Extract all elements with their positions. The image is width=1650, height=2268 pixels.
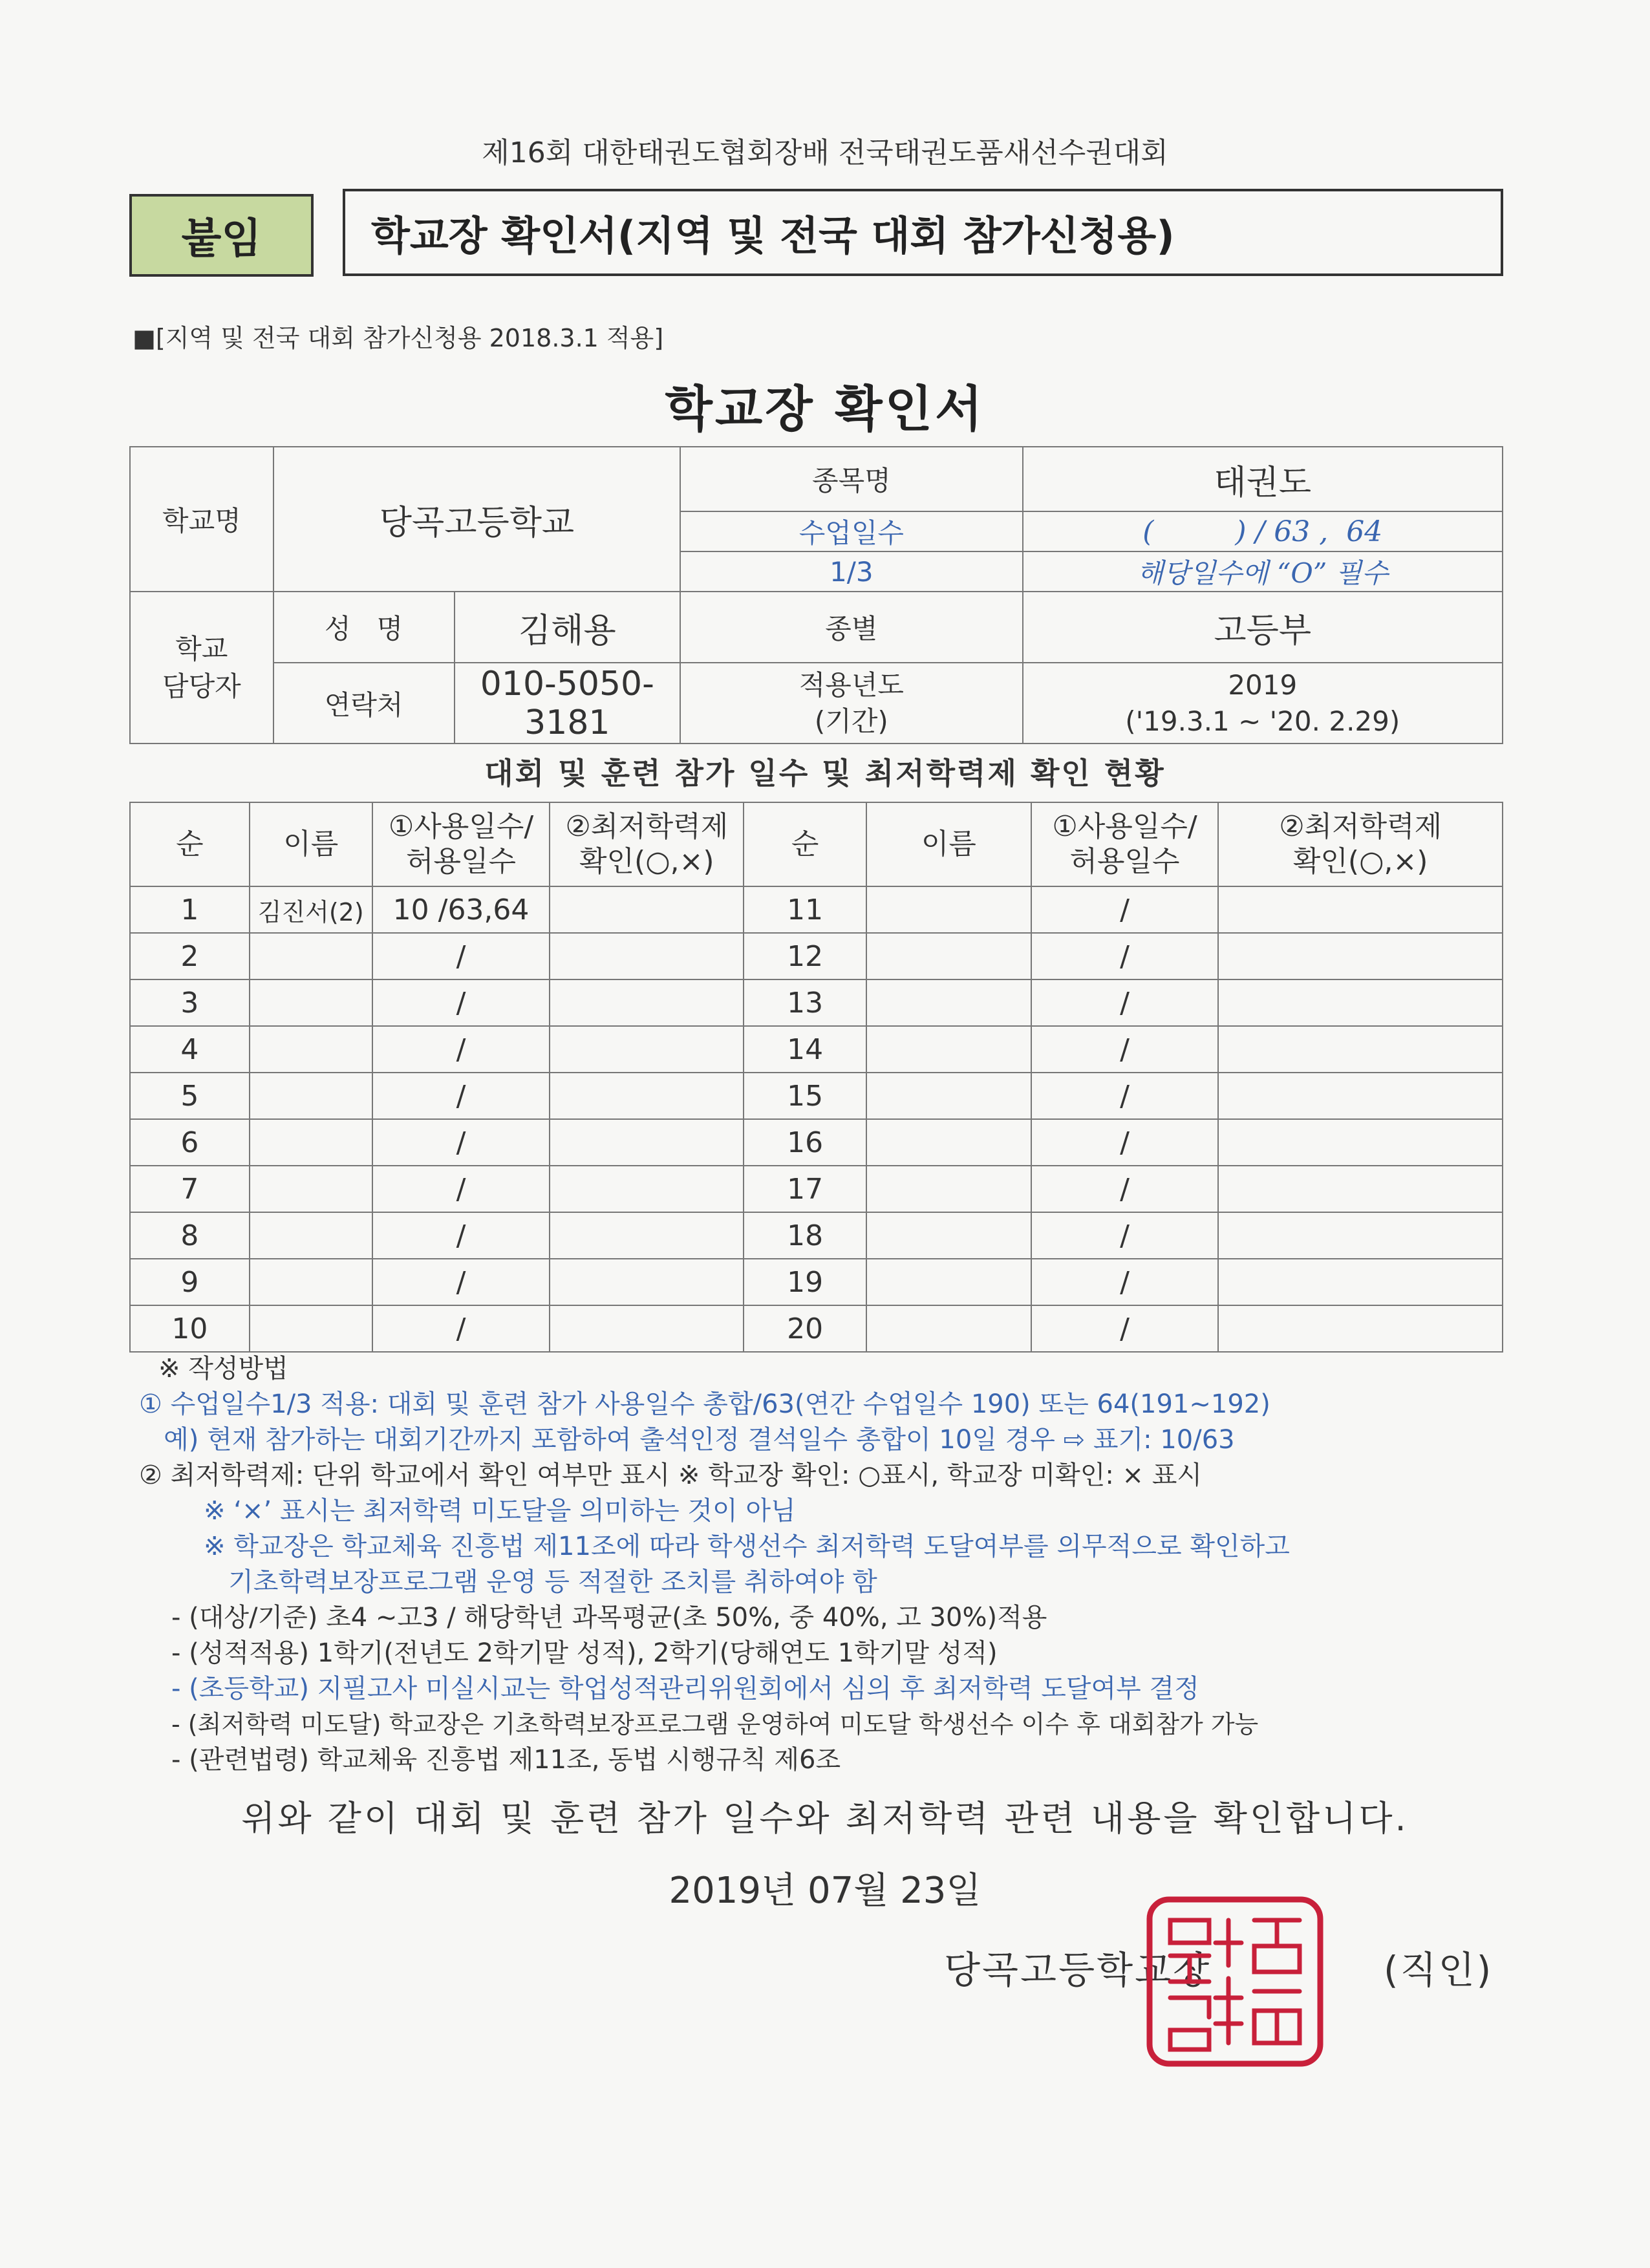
header-academic-line2: 확인(○,×) [579,845,714,878]
row-days: / [372,979,550,1026]
header-name: 이름 [250,802,372,886]
row-days: / [372,1026,550,1073]
year-label-2: (기간) [814,705,888,737]
header-academic [550,802,744,886]
row-name [866,886,1031,933]
header-name: 이름 [866,802,1031,886]
note-line: ※ ‘×’ 표시는 최저학력 미도달을 의미하는 것이 아님 [204,1496,796,1526]
school-name: 당곡고등학교 [273,447,680,592]
header-days [372,802,550,886]
row-name [250,1119,372,1166]
row-name [250,1166,372,1212]
table-row [130,1166,1503,1212]
attachment-label: 붙임 [129,194,314,277]
header-days-line2: 허용일수 [406,845,517,878]
school-label: 학교명 [130,447,273,592]
row-days: / [372,1166,550,1212]
manager-label: 학교 담당자 [130,592,273,744]
row-no: 15 [744,1073,866,1119]
row-check [1218,1026,1503,1073]
row-no: 18 [744,1212,866,1259]
note-line: 예) 현재 참가하는 대회기간까지 포함하여 출석인정 결석일수 총합이 10일 경우 ⇨ 표기: 10/63 [139,1425,1235,1455]
year-label [680,663,1022,744]
header-academic-line1: ②최저학력제 [1279,810,1442,843]
note-line: - (초등학교) 지필고사 미실시교는 학업성적관리위원회에서 심의 후 최저학력 도달여부 결정 [171,1674,1199,1704]
row-days: / [372,1259,550,1305]
row-days: 10 /63,64 [372,886,550,933]
note-line: ① 수업일수1/3 적용: 대회 및 훈련 참가 사용일수 총합/63(연간 수업일수 190) 또는 64(191~192) [139,1389,1270,1419]
row-check [1218,1212,1503,1259]
row-days: / [1031,1259,1219,1305]
row-check [550,886,744,933]
row-no: 12 [744,933,866,979]
header-no: 순 [130,802,250,886]
contact-label: 연락처 [273,663,455,744]
document-title: 학교장 확인서 [665,380,985,438]
row-check [550,1259,744,1305]
row-name [250,979,372,1026]
row-name [250,1073,372,1119]
row-no: 20 [744,1305,866,1352]
class-days-label: 수업일수 [680,511,1022,551]
row-check [1218,1073,1503,1119]
row-name [866,1119,1031,1166]
row-check [1218,979,1503,1026]
row-name [250,1212,372,1259]
row-days: / [1031,979,1219,1026]
division-label: 종별 [680,592,1022,663]
issue-date: 2019년 07월 23일 [669,1870,981,1912]
official-seal-icon [1144,1894,1325,2069]
row-days: / [1031,886,1219,933]
note-line: - (관련법령) 학교체육 진흥법 제11조, 동법 시행규칙 제6조 [171,1745,841,1775]
writing-instructions [139,1351,1529,1778]
row-name [866,1166,1031,1212]
row-days: / [1031,933,1219,979]
header-academic-line2: 확인(○,×) [1292,845,1428,878]
note-line: - (성적적용) 1학기(전년도 2학기말 성적), 2학기(당해연도 1학기말 성적) [171,1638,998,1668]
row-check [550,1073,744,1119]
row-days: / [1031,1212,1219,1259]
year-value [1023,663,1503,744]
section-title: 대회 및 훈련 참가 일수 및 최저학력제 확인 현황 [484,756,1166,791]
row-days: / [1031,1073,1219,1119]
row-check [1218,1259,1503,1305]
name-label: 성 명 [273,592,455,663]
row-check [550,1166,744,1212]
row-days: / [1031,1026,1219,1073]
row-days: / [372,1212,550,1259]
row-no: 14 [744,1026,866,1073]
row-days: / [1031,1305,1219,1352]
table-row [130,1026,1503,1073]
header-academic-line1: ②최저학력제 [565,810,729,843]
fraction-note: 해당일수에 “O” 필수 [1023,551,1503,592]
row-check [1218,1119,1503,1166]
table-row [130,933,1503,979]
seal-note: (직인) [1384,1948,1494,1992]
table-row [130,886,1503,933]
row-name [866,933,1031,979]
row-check [1218,933,1503,979]
row-no: 2 [130,933,250,979]
header-days-line1: ①사용일수/ [388,810,534,843]
row-name [250,933,372,979]
table-row [130,1119,1503,1166]
table-row [130,1305,1503,1352]
year-value-1: 2019 [1228,669,1298,701]
row-no: 3 [130,979,250,1026]
competition-title: 제16회 대한태권도협회장배 전국태권도품새선수권대회 [482,136,1168,169]
row-no: 17 [744,1166,866,1212]
sport-value: 태권도 [1023,447,1503,511]
row-no: 1 [130,886,250,933]
table-row [130,979,1503,1026]
apply-note: ■[지역 및 전국 대회 참가신청용 2018.3.1 적용] [133,324,664,352]
row-no: 9 [130,1259,250,1305]
participation-table [129,802,1503,1353]
header-days [1031,802,1219,886]
table-row [130,1212,1503,1259]
row-days: / [372,933,550,979]
row-name [866,1026,1031,1073]
row-check [550,1212,744,1259]
header-academic [1218,802,1503,886]
table-row [130,1073,1503,1119]
note-line: ② 최저학력제: 단위 학교에서 확인 여부만 표시 ※ 학교장 확인: ○표시, 학교장 미확인: × 표시 [139,1460,1203,1490]
principal-signature: 당곡고등학교장 [944,1948,1212,1992]
row-no: 7 [130,1166,250,1212]
note-line: 기초학력보장프로그램 운영 등 적절한 조치를 취하여야 함 [204,1567,877,1597]
attachment-title: 학교장 확인서(지역 및 전국 대회 참가신청용) [343,189,1503,276]
row-name [250,1259,372,1305]
row-name [866,1305,1031,1352]
row-days: / [1031,1166,1219,1212]
row-name [866,1212,1031,1259]
row-no: 10 [130,1305,250,1352]
note-line: - (대상/기준) 초4 ~고3 / 해당학년 과목평균(초 50%, 중 40%, 고 30%)적용 [171,1603,1047,1632]
row-check [550,1305,744,1352]
sport-label: 종목명 [680,447,1022,511]
table-header-row [130,802,1503,886]
row-days: / [372,1073,550,1119]
row-days: / [1031,1119,1219,1166]
year-value-2: ('19.3.1 ~ '20. 2.29) [1125,705,1400,737]
row-check [550,933,744,979]
row-check [1218,1305,1503,1352]
row-no: 11 [744,886,866,933]
year-label-1: 적용년도 [798,669,904,701]
header-days-line2: 허용일수 [1069,845,1180,878]
row-check [1218,886,1503,933]
row-no: 8 [130,1212,250,1259]
row-check [550,1026,744,1073]
class-days-value: ( ) / 63 , 64 [1023,511,1503,551]
row-no: 5 [130,1073,250,1119]
row-check [550,1119,744,1166]
note-line: ※ 작성방법 [158,1354,288,1384]
row-no: 16 [744,1119,866,1166]
header-no: 순 [744,802,866,886]
note-line: - (최저학력 미도달) 학교장은 기초학력보장프로그램 운영하여 미도달 학생선수 이수 후 대회참가 가능 [171,1710,1259,1738]
school-info-table [129,446,1503,744]
row-name [866,1259,1031,1305]
row-name: 김진서(2) [250,886,372,933]
row-no: 13 [744,979,866,1026]
row-name [866,1073,1031,1119]
row-name [250,1305,372,1352]
row-name [250,1026,372,1073]
row-days: / [372,1305,550,1352]
row-no: 4 [130,1026,250,1073]
row-no: 6 [130,1119,250,1166]
row-days: / [372,1119,550,1166]
note-line: ※ 학교장은 학교체육 진흥법 제11조에 따라 학생선수 최저학력 도달여부를 의무적으로 확인하고 [204,1532,1290,1561]
header-days-line1: ①사용일수/ [1052,810,1197,843]
manager-name: 김해용 [455,592,681,663]
row-name [866,979,1031,1026]
division-value: 고등부 [1023,592,1503,663]
row-check [1218,1166,1503,1212]
contact-value: 010-5050-3181 [455,663,681,744]
row-no: 19 [744,1259,866,1305]
table-row [130,1259,1503,1305]
confirmation-statement: 위와 같이 대회 및 훈련 참가 일수와 최저학력 관련 내용을 확인합니다. [241,1798,1409,1839]
fraction-label: 1/3 [680,551,1022,592]
row-check [550,979,744,1026]
